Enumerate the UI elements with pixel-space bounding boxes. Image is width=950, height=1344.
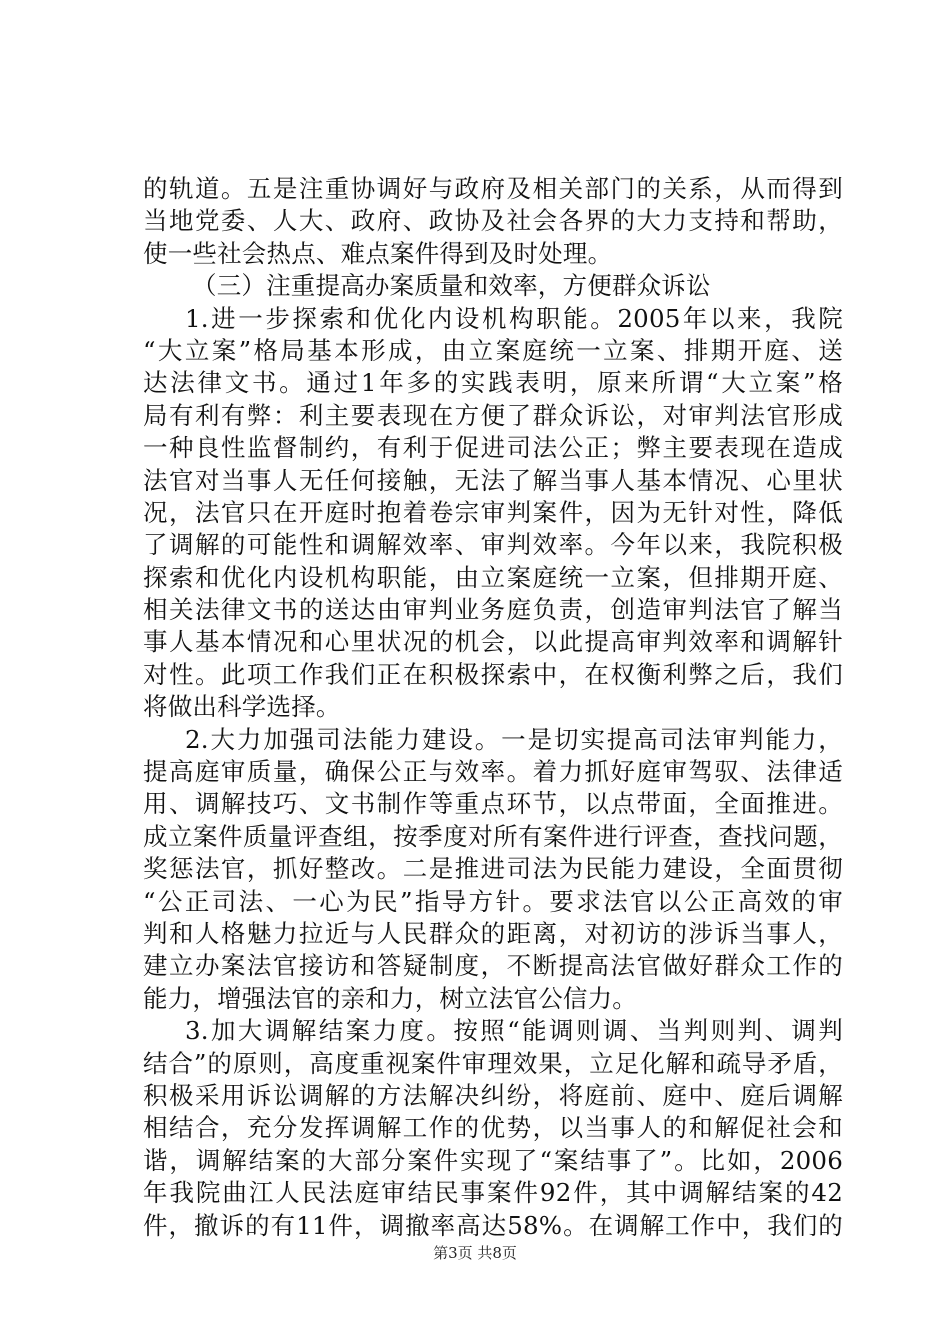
text-line: 了调解的可能性和调解效率、审判效率。今年以来，我院积极 (143, 530, 843, 560)
text-line: 探索和优化内设机构职能，由立案庭统一立案，但排期开庭、 (143, 562, 843, 592)
section-heading: （三）注重提高办案质量和效率，方便群众诉讼 (192, 271, 711, 301)
text-line: 谐，调解结案的大部分案件实现了“案结事了”。比如，2006 (143, 1145, 843, 1175)
text-line: 判和人格魅力拉近与人民群众的距离，对初访的涉诉当事人， (143, 918, 843, 948)
text-line: 件，撤诉的有11件，调撤率高达58%。在调解工作中，我们的 (143, 1210, 843, 1240)
text-line: 况，法官只在开庭时抱着卷宗审判案件，因为无针对性，降低 (143, 497, 843, 527)
text-line: 使一些社会热点、难点案件得到及时处理。 (143, 238, 613, 268)
text-line: 相结合，充分发挥调解工作的优势，以当事人的和解促社会和 (143, 1113, 843, 1143)
text-line: 相关法律文书的送达由审判业务庭负责，创造审判法官了解当 (143, 595, 843, 625)
text-line: 将做出科学选择。 (143, 692, 341, 722)
text-line: 当地党委、人大、政府、政协及社会各界的大力支持和帮助， (143, 206, 843, 236)
page-number-footer: 第3页 共8页 (433, 1244, 517, 1262)
text-line: 建立办案法官接访和答疑制度，不断提高法官做好群众工作的 (143, 951, 843, 981)
text-line: 能力，增强法官的亲和力，树立法官公信力。 (143, 983, 637, 1013)
text-line: “公正司法、一心为民”指导方针。要求法官以公正高效的审 (143, 886, 843, 916)
text-line: 成立案件质量评查组，按季度对所有案件进行评查，查找问题， (143, 821, 843, 851)
text-line: “大立案”格局基本形成，由立案庭统一立案、排期开庭、送 (143, 335, 843, 365)
text-line: 的轨道。五是注重协调好与政府及相关部门的关系，从而得到 (143, 174, 843, 203)
text-line: 提高庭审质量，确保公正与效率。着力抓好庭审驾驭、法律适 (143, 757, 843, 787)
text-line: 一种良性监督制约，有利于促进司法公正；弊主要表现在造成 (143, 433, 843, 463)
text-line: 用、调解技巧、文书制作等重点环节，以点带面，全面推进。 (143, 789, 843, 819)
text-line: 年我院曲江人民法庭审结民事案件92件，其中调解结案的42 (143, 1178, 843, 1208)
text-line: 奖惩法官，抓好整改。二是推进司法为民能力建设，全面贯彻 (143, 854, 843, 884)
paragraph-first-line: 3.加大调解结案力度。按照“能调则调、当判则判、调判 (185, 1016, 843, 1046)
text-line: 法官对当事人无任何接触，无法了解当事人基本情况、心里状 (143, 465, 843, 495)
text-line: 局有利有弊：利主要表现在方便了群众诉讼，对审判法官形成 (143, 400, 843, 430)
text-line: 达法律文书。通过1年多的实践表明，原来所谓“大立案”格 (143, 368, 843, 398)
paragraph-first-line: 1.进一步探索和优化内设机构职能。2005年以来，我院 (185, 303, 843, 333)
text-line: 事人基本情况和心里状况的机会，以此提高审判效率和调解针 (143, 627, 843, 657)
text-line: 对性。此项工作我们正在积极探索中，在权衡利弊之后，我们 (143, 659, 843, 689)
text-line: 积极采用诉讼调解的方法解决纠纷，将庭前、庭中、庭后调解 (143, 1080, 843, 1110)
text-line: 结合”的原则，高度重视案件审理效果，立足化解和疏导矛盾， (143, 1048, 843, 1078)
paragraph-first-line: 2.大力加强司法能力建设。一是切实提高司法审判能力， (185, 724, 843, 754)
document-body (143, 173, 843, 1242)
